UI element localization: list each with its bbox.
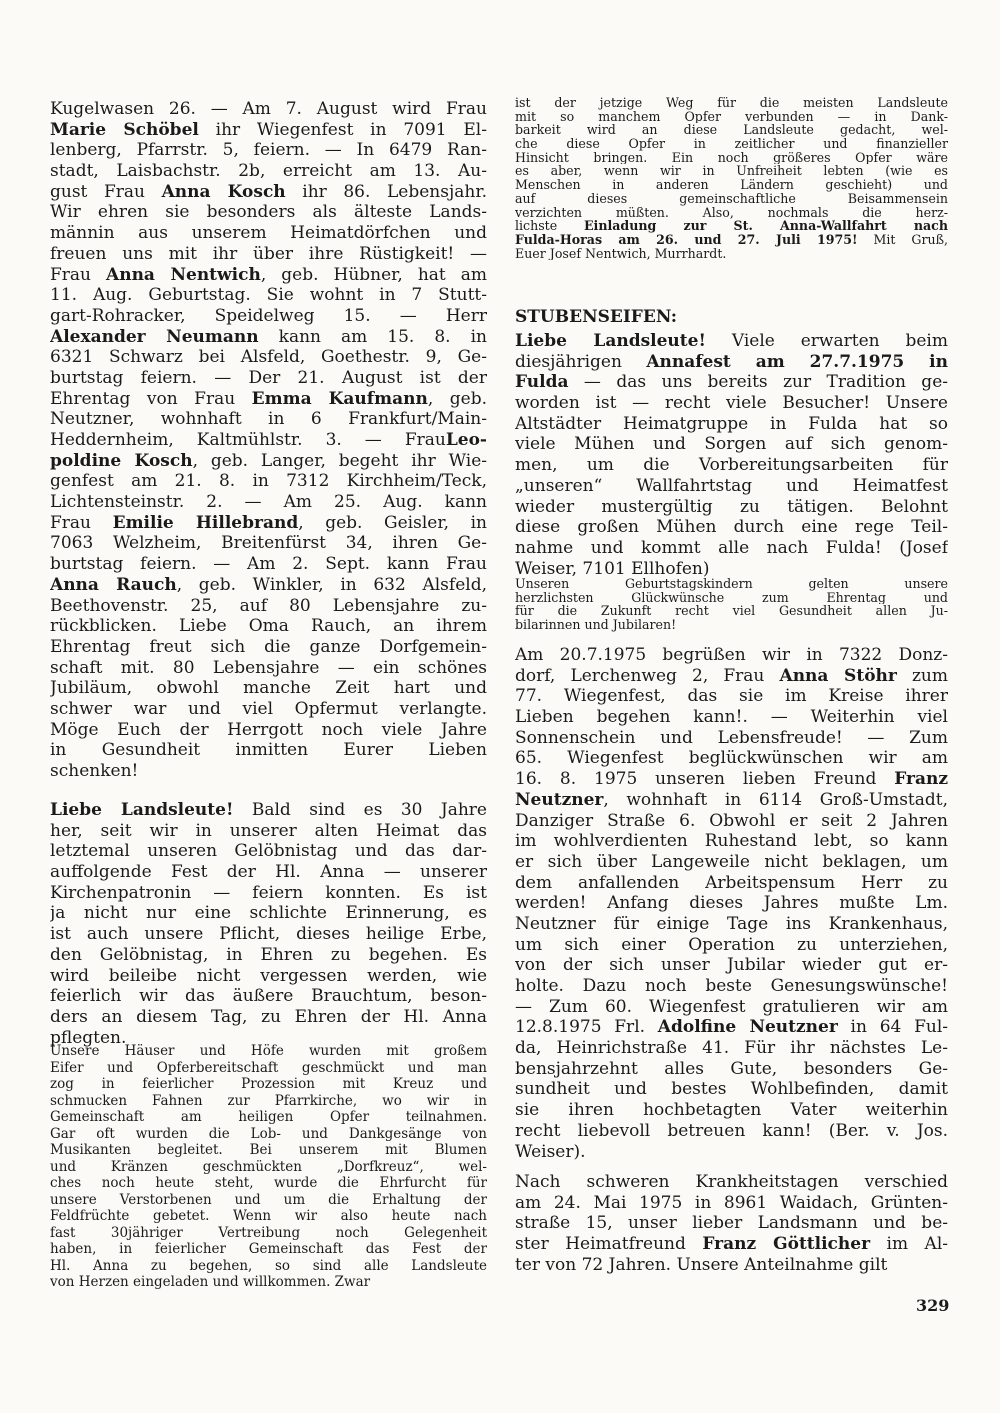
text-line [50,862,487,883]
text-line [515,206,948,220]
text-segment: holte. Dazu noch beste Genesungswünsche! [515,976,948,996]
text-segment: Möge Euch der Herrgott noch viele Jahre [50,719,487,740]
bold-name: Adolfine Neutzner [657,1017,838,1038]
text-segment: Hinsicht bringen. Ein noch größeres Opfer wäre [515,150,948,165]
text-segment: Weiser, 7101 Ellhofen) [515,558,710,579]
section-heading: STUBENSEIFEN: [515,307,678,327]
text-segment: 11. Aug. Geburtstag. Sie wohnt in 7 Stutt- [50,285,487,306]
text-line [515,686,948,707]
text-segment: Kugelwasen 26. — Am 7. August wird Frau [50,99,487,119]
text-line [50,223,487,244]
text-segment: Bald sind es 30 Jahre [233,800,487,820]
text-segment: Viele erwarten beim [705,331,948,351]
text-line [515,893,948,914]
text-line [50,720,487,741]
text-segment: , geb. Langer, begeht ihr Wie- [192,450,487,471]
text-segment: mit so manchem Opfer verbunden — in Dank- [515,109,948,124]
text-line [50,347,487,368]
text-segment: gust Frau [50,181,162,202]
text-line [50,161,487,182]
text-segment: , geb. Winkler, in 632 Alsfeld, [176,574,487,595]
text-segment: in 64 Ful- [837,1017,948,1038]
text-line [515,434,948,455]
text-segment: Jubiläum, obwohl manche Zeit hart und [50,678,487,699]
text-line [50,966,487,987]
text-line [515,178,948,192]
text-segment: , geb. Hübner, hat am [260,264,487,285]
text-line [50,1192,487,1209]
text-segment: schmucken Fahnen zur Pfarrkirche, wo wir in [50,1092,487,1109]
text-segment: Feldfrüchte gebetet. Wenn wir also heute nach [50,1208,487,1224]
text-line [515,497,948,518]
text-segment: pflegten. [50,1027,127,1048]
text-line [50,140,487,161]
text-line [515,604,948,618]
text-line [515,1193,948,1214]
text-segment: — das uns bereits zur Tradition ge- [568,372,948,393]
greetings-paragraph [515,577,948,632]
text-line [515,769,948,790]
text-segment: bensjahrzehnt alles Gute, besonders Ge- [515,1058,948,1079]
text-segment: ist der jetzige Weg für die meisten Landsleute [515,96,948,110]
text-segment: letztemal unseren Gelöbnistag und das dar- [50,841,487,862]
text-segment: werden! Anfang dieses Jahres mußte Lm. [515,893,948,914]
text-line [50,821,487,842]
text-segment: 6321 Schwarz bei Alsfeld, Goethestr. 9, Ge- [50,347,487,368]
text-segment: schaft mit. 80 Lebensjahre — ein schönes [50,657,487,678]
text-line [515,110,948,124]
text-segment: Gar oft wurden die Lob- und Dankgesänge von [50,1125,487,1142]
text-line [50,327,487,348]
text-segment: schwer war und viel Opfermut verlangte. [50,698,487,719]
text-line [50,986,487,1007]
text-segment: Ehrentag von Frau [50,388,252,409]
text-segment: ches noch heute steht, wurde die Ehrfurcht für [50,1175,487,1191]
text-line [515,372,948,393]
text-segment: von Herzen eingeladen und willkommen. Zwar [50,1274,371,1290]
text-segment: zum [896,665,948,686]
text-line [515,123,948,137]
text-line [50,202,487,223]
text-segment: zog in feierlicher Prozession mit Kreuz und [50,1076,487,1092]
text-line [515,1038,948,1059]
text-line [50,903,487,924]
text-segment: ihr Wiegenfest in 7091 El- [198,119,487,140]
text-line [50,1175,487,1192]
bold-name: Neutzner [515,789,604,810]
text-segment: Danziger Straße 6. Obwohl er seit 2 Jahren [515,810,948,831]
text-line [50,451,487,472]
text-line [515,852,948,873]
text-segment: am 24. Mai 1975 in 8961 Waidach, Grünten- [515,1192,948,1213]
text-line [515,1213,948,1234]
bold-name: Franz [894,769,948,790]
text-line [515,1079,948,1100]
text-segment: männin aus unserem Heimatdörfchen und [50,223,487,244]
text-line [50,1208,487,1225]
bold-name: Annafest am 27.7.1975 in [646,351,948,372]
text-segment: lichste [515,219,584,233]
text-line [50,740,487,761]
text-segment: Heddernheim, Kaltmühlstr. 3. — Frau [50,430,446,450]
text-line [50,761,487,782]
text-line [50,554,487,575]
text-segment: freuen uns mit ihr über ihre Rüstigkeit! — [50,243,487,264]
text-line [50,368,487,389]
text-line [50,182,487,203]
text-line [50,306,487,327]
text-segment: Mit Gruß, [857,232,948,247]
text-segment: ihr 86. Lebensjahr. [285,181,487,202]
annafest-paragraph [515,331,948,579]
text-segment: her, seit wir in unserer alten Heimat das [50,820,487,841]
text-line [50,409,487,430]
text-segment: lenberg, Pfarrstr. 5, feiern. — In 6479 Ran- [50,140,487,161]
text-line [515,873,948,894]
bold-name: Franz Göttlicher [702,1234,871,1255]
text-segment: es aber, wenn wir in Unfreiheit lebten (wie es [515,164,948,179]
text-line [515,517,948,538]
text-line [50,1109,487,1126]
text-segment: ders an diesem Tag, zu Ehren der Hl. Anna [50,1006,487,1027]
text-line [515,790,948,811]
text-segment: rückblicken. Liebe Oma Rauch, an ihrem [50,616,487,637]
text-segment: Sonnenschein und Lebensfreude! — Zum [515,727,948,748]
text-line [50,841,487,862]
text-line [515,914,948,935]
text-segment: straße 15, unser lieber Landsmann und be- [515,1213,948,1234]
bold-name: Einladung zur St. Anna-Wallfahrt nach [583,219,948,233]
text-line [50,1007,487,1028]
text-segment: 65. Wiegenfest beglückwünschen wir am [515,748,948,769]
text-segment: und Kränzen geschmückten „Dorfkreuz“, wel- [50,1158,487,1175]
text-segment: wieder mustergültig zu tätigen. Belohnt [515,496,948,517]
text-segment: Beethovenstr. 25, auf 80 Lebensjahre zu- [50,595,487,616]
text-line [50,492,487,513]
text-line [515,476,948,497]
text-segment: Musikanten begleitet. Bei unserem mit Blumen [50,1142,487,1158]
text-segment: feierlich wir das äußere Brauchtum, beson- [50,986,487,1007]
text-segment: wird beileibe nicht vergessen werden, wie [50,965,487,986]
text-segment: recht liebevoll betreuen kann! (Ber. v. Jos. [515,1120,948,1141]
text-segment: burtstag feiern. — Der 21. August ist der [50,367,487,388]
text-segment: Neutzner für einige Tage ins Krankenhaus, [515,913,948,934]
text-line [515,393,948,414]
bold-name: Anna Stöhr [779,665,897,686]
text-line [515,1255,948,1276]
text-line [50,575,487,596]
text-segment: Nach schweren Krankheitstagen verschied [515,1172,948,1192]
text-line [515,414,948,435]
text-segment: Unseren Geburtstagskindern gelten unsere [515,577,948,591]
text-line [50,244,487,265]
text-line [50,616,487,637]
text-segment: fast 30jähriger Vertreibung noch Gelegenheit [50,1224,487,1241]
text-segment: Menschen in anderen Ländern geschieht) und [515,178,948,192]
text-segment: Frau [50,512,113,533]
text-segment: men, um die Vorbereitungsarbeiten für [515,455,948,476]
text-segment: 7063 Welzheim, Breitenfürst 34, ihren Ge- [50,533,487,554]
text-line [515,1059,948,1080]
text-line [515,955,948,976]
text-segment: stadt, Laisbachstr. 2b, erreicht am 13. Au- [50,161,487,182]
text-segment: genfest am 21. 8. in 7312 Kirchheim/Teck, [50,471,487,492]
text-line [50,1159,487,1176]
text-segment: Neutzner, wohnhaft in 6 Frankfurt/Main- [50,409,487,430]
text-segment: ster Heimatfreund [515,1234,703,1255]
text-segment: haben, in feierlicher Gemeinschaft das Fest der [50,1241,487,1257]
bold-name: Liebe Landsleute! [515,331,706,351]
text-segment: Weiser). [515,1141,586,1162]
text-segment: auf dieses gemeinschaftliche Beisammensein [515,191,948,206]
text-line [515,151,948,165]
text-line [515,1172,948,1193]
text-segment: sundheit und bestes Wohlbefinden, damit [515,1079,948,1100]
text-segment: diese großen Mühen durch eine rege Teil- [515,517,948,538]
text-line [515,976,948,997]
text-line [50,533,487,554]
text-line [50,1060,487,1077]
text-line [515,1121,948,1142]
text-line [50,924,487,945]
obituary-paragraph [515,1172,948,1275]
text-segment: Eifer und Opferbereitschaft geschmückt und man [50,1059,487,1076]
text-line [515,728,948,749]
text-line [515,1100,948,1121]
bold-name: Alexander Neumann [50,326,259,347]
text-line [50,1225,487,1242]
text-line [515,811,948,832]
text-line [50,800,487,821]
bold-name: Anna Nentwich [106,264,261,285]
text-line [50,265,487,286]
text-line [515,137,948,151]
text-segment: , wohnhaft in 6114 Groß-Umstadt, [603,789,948,810]
text-segment: 77. Wiegenfest, das sie im Kreise ihrer [515,686,948,707]
text-line [515,1234,948,1255]
text-segment: kann am 15. 8. in [258,326,487,347]
text-segment: 16. 8. 1975 unseren lieben Freund [515,769,895,790]
text-segment: 12.8.1975 Frl. [515,1017,658,1038]
text-segment: schenken! [50,761,139,781]
text-line [515,331,948,352]
text-line [50,678,487,699]
text-segment: Euer Josef Nentwich, Murrhardt. [515,246,727,261]
text-line [50,1093,487,1110]
text-segment: Am 20.7.1975 begrüßen wir in 7322 Donz- [515,645,948,665]
text-line [515,164,948,178]
text-line [50,389,487,410]
text-line [515,352,948,373]
text-line [515,1017,948,1038]
text-segment: Lieben begehen kann!. — Weiterhin viel [515,707,948,728]
text-segment: ter von 72 Jahren. Unsere Anteilnahme gilt [515,1254,888,1275]
text-line [515,645,948,666]
text-line [50,637,487,658]
text-line [515,748,948,769]
text-line [515,455,948,476]
text-line [50,1258,487,1275]
text-line [515,192,948,206]
anniversary-paragraph [50,800,487,1048]
text-line [515,666,948,687]
text-line [515,618,948,632]
section-heading-stubenseifen [515,307,948,328]
text-segment: ja nicht nur eine schlichte Erinnerung, es [50,903,487,924]
text-segment: da, Heinrichstraße 41. Für ihr nächstes Le- [515,1038,948,1059]
text-line [515,707,948,728]
text-line [50,883,487,904]
text-segment: nahme und kommt alle nach Fulda! (Josef [515,537,948,558]
bold-name: Emma Kaufmann [251,388,428,409]
text-line [50,430,487,451]
text-segment: verzichten müßten. Also, nochmals die herz- [515,205,948,220]
bold-name: Anna Kosch [161,181,286,202]
bold-name: Marie Schöbel [50,119,199,140]
bold-name: Anna Rauch [50,574,177,595]
text-line [50,513,487,534]
text-line [50,471,487,492]
text-line [50,699,487,720]
text-line [50,1126,487,1143]
text-segment: burtstag feiern. — Am 2. Sept. kann Frau [50,554,487,575]
text-line [515,247,948,261]
text-segment: Ehrentag freut sich die ganze Dorfgemein- [50,636,487,657]
birthday-announcements-left [50,99,487,782]
text-segment: Hl. Anna zu begehen, so sind alle Landsleute [50,1257,487,1274]
text-line [515,1142,948,1163]
text-segment: che diese Opfer in zeitlicher und finanzieller [515,137,948,151]
birthday-announcements-right [515,645,948,1162]
text-line [50,1076,487,1093]
wallfahrt-invitation-continuation [515,96,948,260]
text-segment: er sich über Langeweile nicht beklagen, um [515,851,948,872]
text-segment: barkeit wird an diese Landsleute gedacht, wel- [515,123,948,138]
text-segment: bilarinnen und Jubilaren! [515,618,677,632]
text-line [50,99,487,120]
text-line [50,1142,487,1159]
text-line [515,831,948,852]
text-segment: in Gesundheit inmitten Eurer Lieben [50,740,487,761]
bold-name: Liebe Landsleute! [50,800,234,820]
text-segment: für die Zukunft recht viel Gesundheit allen Ju- [515,604,948,619]
text-segment: diesjährigen [515,351,647,372]
text-segment: Unsere Häuser und Höfe wurden mit großem [50,1043,487,1059]
text-line [515,233,948,247]
text-segment: Kirchenpatronin — feiern konnten. Es ist [50,882,487,903]
text-segment: „unseren“ Wallfahrtstag und Heimatfest [515,475,948,496]
text-segment: im wohlverdienten Ruhestand lebt, so kann [515,831,948,852]
text-segment: um sich einer Operation zu unterziehen, [515,934,948,955]
text-segment: — Zum 60. Wiegenfest gratulieren wir am [515,996,948,1017]
text-line [50,1241,487,1258]
text-segment: Altstädter Heimatgruppe in Fulda hat so [515,413,948,434]
text-segment: ist auch unsere Pflicht, dieses heilige Erbe, [50,924,487,945]
text-line [50,658,487,679]
text-line [515,96,948,110]
bold-name: poldine Kosch [50,450,193,471]
text-line [515,591,948,605]
text-line [50,596,487,617]
bold-name: Emilie Hillebrand [112,512,299,533]
page-number: 329 [916,1296,950,1315]
text-line [50,120,487,141]
text-segment: gart-Rohracker, Speidelweg 15. — Herr [50,305,487,326]
text-segment: , geb. Geisler, in [298,512,487,533]
text-segment: Lichtensteinstr. 2. — Am 25. Aug. kann [50,492,487,513]
text-segment: von der sich unser Jubilar wieder gut er- [515,955,948,976]
text-segment: worden ist — recht viele Besucher! Unsere [515,393,948,414]
text-segment: im Al- [870,1234,948,1255]
text-segment: viele Mühen und Sorgen auf sich genom- [515,434,948,455]
text-segment: unsere Verstorbenen und um die Erhaltung der [50,1191,487,1208]
text-line [515,219,948,233]
text-segment: Wir ehren sie besonders als älteste Lands- [50,202,487,223]
text-line [515,538,948,559]
bold-name: Fulda-Horas am 26. und 27. Juli 1975! [515,232,858,247]
text-segment: sie ihren hochbetagten Vater weiterhin [515,1100,948,1121]
text-line [515,577,948,591]
text-segment: , geb. [427,388,487,409]
text-line [515,935,948,956]
text-segment: dorf, Lerchenweg 2, Frau [515,665,780,686]
bold-name: Leo- [445,430,487,450]
memories-paragraph [50,1043,487,1291]
text-segment: auffolgende Fest der Hl. Anna — unserer [50,862,487,883]
text-line [515,997,948,1018]
text-line [50,1043,487,1060]
text-segment: Gemeinschaft am heiligen Opfer teilnahmen. [50,1109,487,1125]
bold-name: Fulda [515,372,569,393]
text-line [50,945,487,966]
text-segment: Frau [50,264,107,285]
text-line [50,285,487,306]
text-segment: dem anfallenden Arbeitspensum Herr zu [515,872,948,893]
text-line [50,1274,487,1291]
text-segment: herzlichsten Glückwünsche zum Ehrentag und [515,590,948,605]
text-segment: den Gelöbnistag, in Ehren zu begehen. Es [50,944,487,965]
